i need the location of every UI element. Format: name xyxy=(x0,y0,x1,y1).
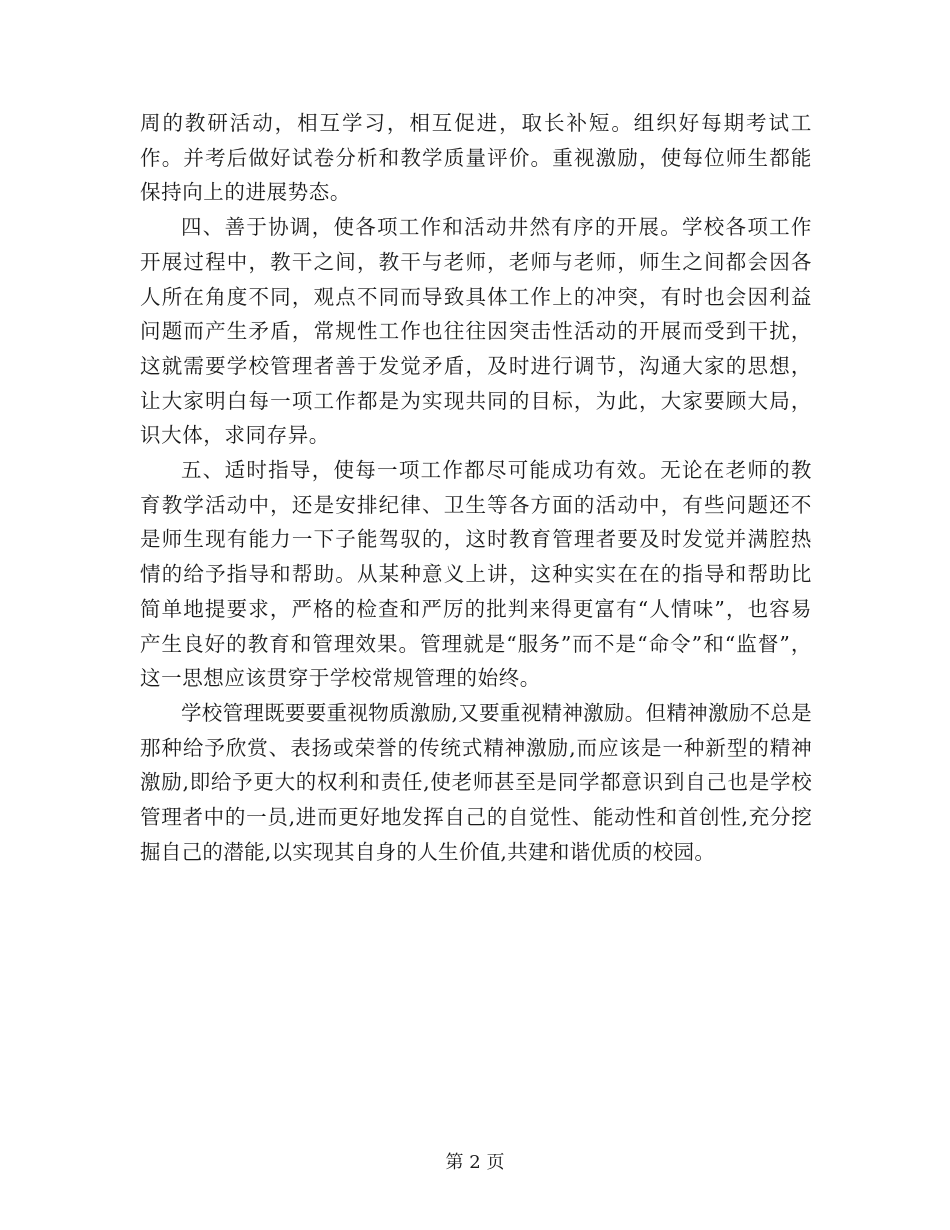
paragraph-motivation: 学校管理既要要重视物质激励,又要重视精神激励。但精神激励不总是那种给予欣赏、表扬或荣誉的传统式精神激励,而应该是一种新型的精神激励,即给予更大的权利和责任,使老师甚至是同学都意识到自己也是学校管理者中的一员,进而更好地发挥自己的自觉性、能动性和首创性,充分挖掘自己的潜能,以实现其自身的人生价值,共建和谐优质的校园。 xyxy=(140,700,812,864)
paragraph-guidance: 五、适时指导，使每一项工作都尽可能成功有效。无论在老师的教育教学活动中，还是安排纪律、卫生等各方面的活动中，有些问题还不是师生现有能力一下子能驾驭的，这时教育管理者要及时发觉并满腔热情的给予指导和帮助。从某种意义上讲，这种实实在在的指导和帮助比简单地提要求，严格的检查和严厉的批判来得更富有“人情味”，也容易产生良好的教育和管理效果。管理就是“服务”而不是“命令”和“监督”，这一思想应该贯穿于学校常规管理的始终。 xyxy=(140,458,812,691)
page-number: 第 2 页 xyxy=(445,1152,505,1173)
paragraph-coordination: 四、善于协调，使各项工作和活动井然有序的开展。学校各项工作开展过程中，教干之间，教干与老师，老师与老师，师生之间都会因各人所在角度不同，观点不同而导致具体工作上的冲突，有时也会因利益问题而产生矛盾，常规性工作也往往因突击性活动的开展而受到干扰，这就需要学校管理者善于发觉矛盾，及时进行调节，沟通大家的思想，让大家明白每一项工作都是为实现共同的目标，为此，大家要顾大局，识大体，求同存异。 xyxy=(140,215,812,448)
document-body xyxy=(140,106,812,869)
paragraph-continuation: 周的教研活动，相互学习，相互促进，取长补短。组织好每期考试工作。并考后做好试卷分析和教学质量评价。重视激励，使每位师生都能保持向上的进展势态。 xyxy=(140,111,812,205)
